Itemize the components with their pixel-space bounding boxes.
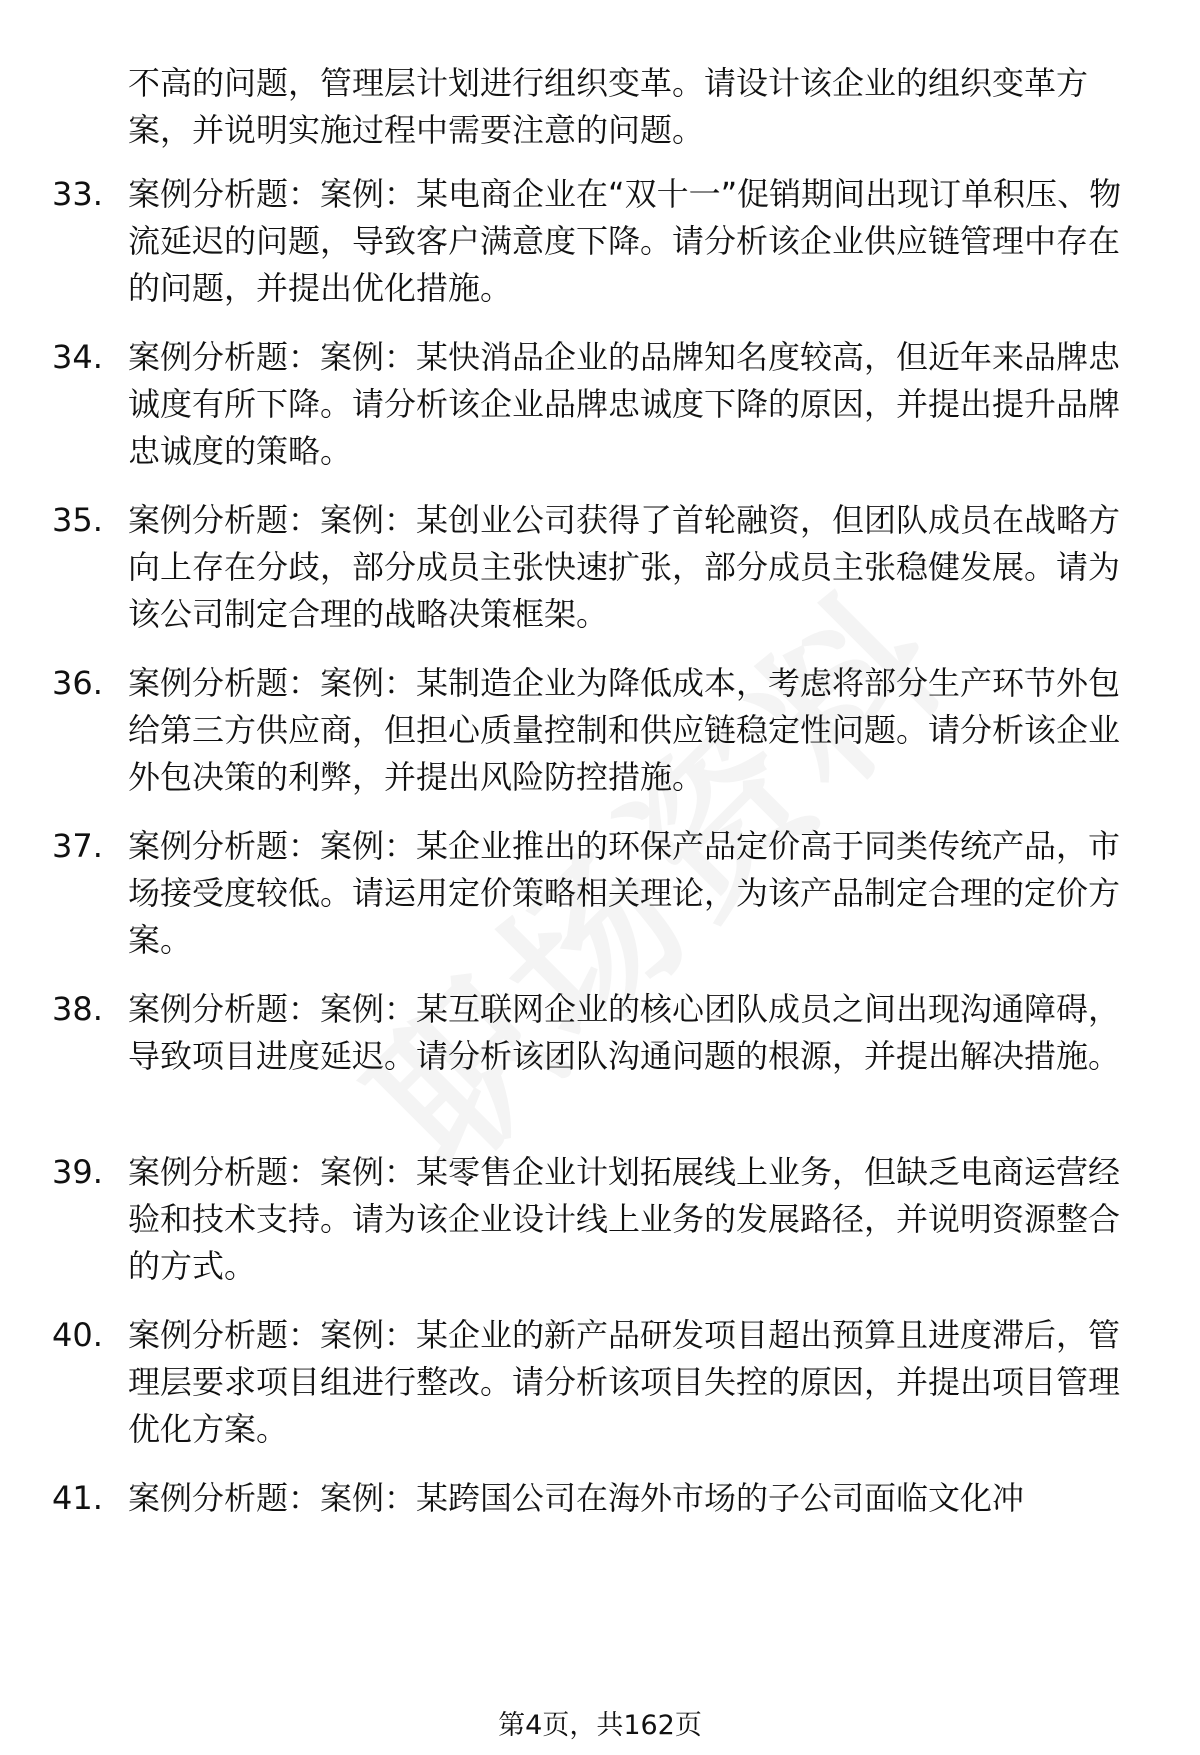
question-text: 案例分析题：案例：某制造企业为降低成本，考虑将部分生产环节外包给第三方供应商，但担心质量控制和供应链稳定性问题。请分析该企业外包决策的利弊，并提出风险防控措施。: [128, 664, 1121, 796]
question-text: 案例分析题：案例：某创业公司获得了首轮融资，但团队成员在战略方向上存在分歧，部分成员主张快速扩张，部分成员主张稳健发展。请为该公司制定合理的战略决策框架。: [128, 501, 1121, 633]
question-number: 37.: [52, 827, 103, 865]
question-text: 案例分析题：案例：某快消品企业的品牌知名度较高，但近年来品牌忠诚度有所下降。请分析该企业品牌忠诚度下降的原因，并提出提升品牌忠诚度的策略。: [128, 338, 1121, 470]
continuation-paragraph: 不高的问题，管理层计划进行组织变革。请设计该企业的组织变革方案，并说明实施过程中需要注意的问题。: [128, 64, 1089, 149]
question-number: 41.: [52, 1479, 103, 1517]
question-text: 案例分析题：案例：某零售企业计划拓展线上业务，但缺乏电商运营经验和技术支持。请为该企业设计线上业务的发展路径，并说明资源整合的方式。: [128, 1153, 1121, 1285]
page-footer: 第4页，共162页: [498, 1710, 702, 1741]
question-text: 案例分析题：案例：某企业的新产品研发项目超出预算且进度滞后，管理层要求项目组进行整改。请分析该项目失控的原因，并提出项目管理优化方案。: [128, 1316, 1121, 1448]
question-number: 35.: [52, 501, 103, 539]
question-text: 案例分析题：案例：某跨国公司在海外市场的子公司面临文化冲: [128, 1479, 1025, 1517]
question-number: 36.: [52, 664, 103, 702]
question-number: 40.: [52, 1316, 103, 1354]
question-number: 33.: [52, 175, 103, 213]
question-text: 案例分析题：案例：某电商企业在“双十一”促销期间出现订单积压、物流延迟的问题，导致客户满意度下降。请分析该企业供应链管理中存在的问题，并提出优化措施。: [128, 175, 1122, 307]
question-text: 案例分析题：案例：某企业推出的环保产品定价高于同类传统产品，市场接受度较低。请运用定价策略相关理论，为该产品制定合理的定价方案。: [128, 827, 1121, 959]
question-text: 案例分析题：案例：某互联网企业的核心团队成员之间出现沟通障碍，导致项目进度延迟。请分析该团队沟通问题的根源，并提出解决措施。: [128, 990, 1121, 1075]
question-number: 39.: [52, 1153, 103, 1191]
question-number: 34.: [52, 338, 103, 376]
question-number: 38.: [52, 990, 103, 1028]
